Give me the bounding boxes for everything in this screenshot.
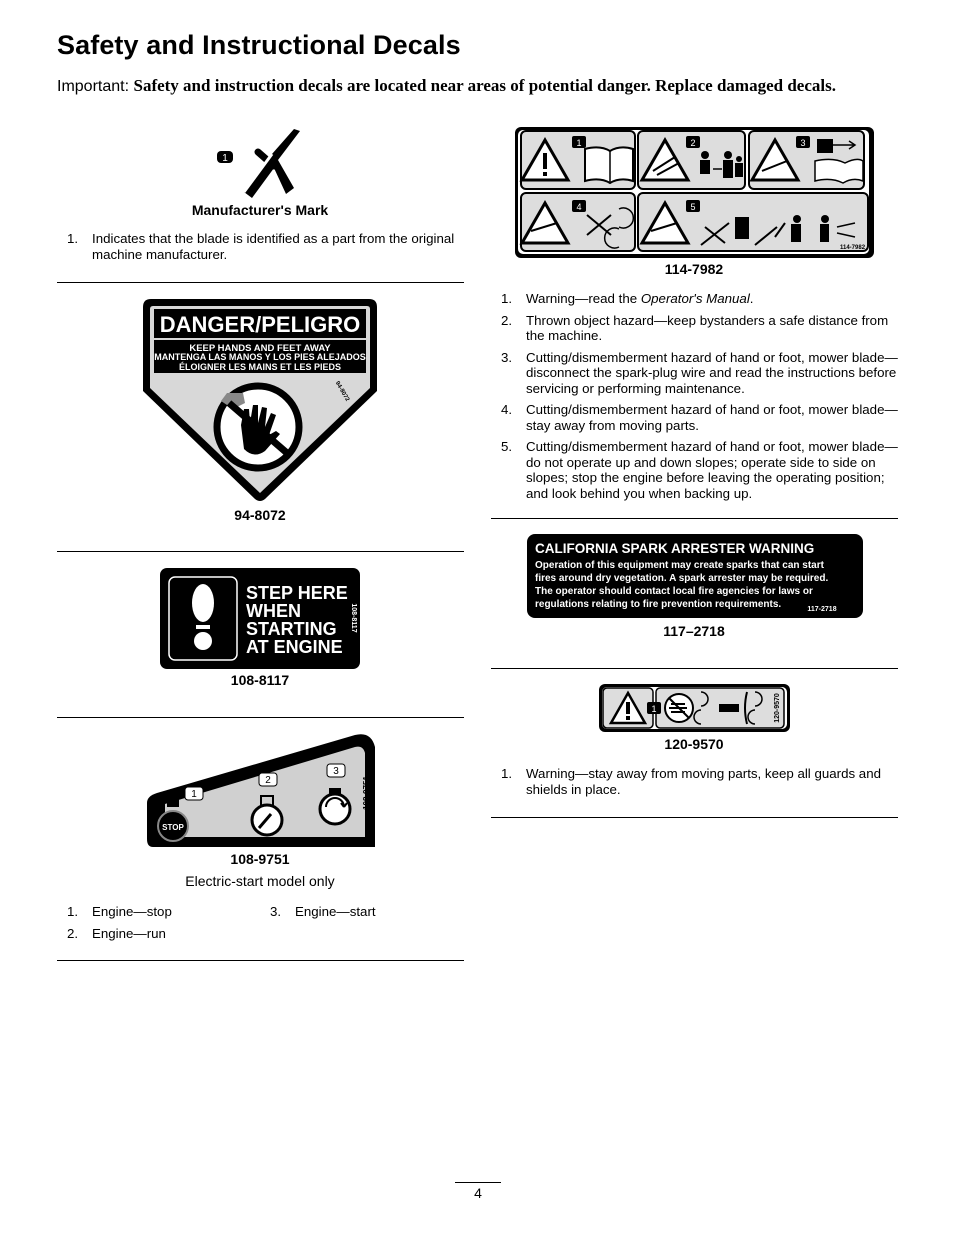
- decal-117-2718: [527, 534, 863, 618]
- list-item: 1. Warning—stay away from moving parts, keep all guards and shields in place.: [501, 766, 881, 797]
- decal-120-9570-caption: 120-9570: [664, 736, 724, 752]
- list-item: 2. Engine—run: [67, 925, 166, 941]
- stop-label: STOP: [162, 823, 184, 832]
- danger-line-en: KEEP HANDS AND FEET AWAY: [189, 343, 331, 354]
- part-number: 108-9751: [362, 776, 371, 810]
- part-number: 94-8072: [333, 380, 350, 403]
- list-item: 1. Engine—stop: [67, 904, 172, 919]
- decal-114-7982-caption: 114-7982: [664, 261, 724, 277]
- manufacturer-mark-items: [57, 231, 457, 268]
- decal-108-9751: [145, 733, 377, 848]
- no-hands-guard-icon: [665, 694, 693, 722]
- decal-108-8117: [160, 568, 360, 669]
- decal-108-9751-caption: 108-9751: [230, 851, 290, 867]
- svg-text:5: 5: [690, 202, 696, 212]
- list-item: 4. Cutting/dismemberment hazard of hand or foot, mower blade—stay away from moving parts.: [501, 402, 898, 433]
- svg-text:2: 2: [690, 138, 696, 148]
- step-line-1: STEP HERE: [246, 583, 348, 603]
- callout-badge-3: [327, 764, 345, 777]
- part-number: 114-7982: [840, 245, 866, 251]
- svg-text:1: 1: [651, 704, 657, 714]
- step-line-3: STARTING: [246, 619, 337, 639]
- important-text: Safety and instruction decals are located near areas of potential danger. Replace damaged decals.: [133, 76, 836, 95]
- decal-120-9570: [599, 684, 790, 732]
- callout-badge-1: [647, 702, 661, 714]
- callout-badge-1: [217, 151, 233, 164]
- danger-line-fr: ÉLOIGNER LES MAINS ET LES PIEDS: [178, 362, 342, 372]
- step-line-2: WHEN: [246, 601, 301, 621]
- part-number: 120-9570: [774, 693, 781, 723]
- divider: [57, 551, 464, 552]
- page-title: Safety and Instructional Decals: [57, 30, 461, 60]
- svg-text:2: 2: [265, 775, 271, 786]
- svg-text:1: 1: [191, 789, 197, 800]
- important-note: [57, 76, 897, 97]
- decal-117-2718-caption: 117–2718: [663, 623, 725, 639]
- callout-badge-2: [686, 136, 700, 148]
- decal-114-7982: [515, 127, 874, 258]
- danger-header: DANGER/PELIGRO: [159, 312, 361, 337]
- decal-114-7982-items: [491, 291, 898, 507]
- divider: [57, 717, 464, 718]
- hand-hazard-icon: [217, 386, 299, 468]
- list-item: 1. Warning—read the Operator's Manual.: [501, 291, 754, 306]
- decal-94-8072: [141, 297, 379, 503]
- spark-header: CALIFORNIA SPARK ARRESTER WARNING: [535, 541, 815, 556]
- callout-badge-5: [686, 200, 700, 212]
- decal-108-9751-items-right: [260, 904, 460, 926]
- spark-line-2: fires around dry vegetation. A spark arrester may be required.: [535, 573, 829, 584]
- divider: [491, 668, 898, 669]
- divider: [57, 282, 464, 283]
- list-item: 5. Cutting/dismemberment hazard of hand or foot, mower blade—do not operate up and down slopes; operate side to side on slopes; stop the engine before leaving the operating position; and look behind you when backing up.: [501, 439, 898, 501]
- svg-text:3: 3: [333, 766, 339, 777]
- svg-text:4: 4: [576, 202, 582, 212]
- divider: [57, 960, 464, 961]
- important-label: Important:: [57, 78, 130, 95]
- list-item: 1. Indicates that the blade is identified as a part from the original machine manufacturer.: [67, 231, 455, 262]
- callout-badge-4: [572, 200, 586, 212]
- manufacturer-mark-caption: Manufacturer's Mark: [191, 202, 329, 218]
- danger-line-es: MANTENGA LAS MANOS Y LOS PIES ALEJADOS: [154, 352, 366, 362]
- spark-line-1: Operation of this equipment may create sparks that can start: [535, 560, 824, 571]
- page-number: 4: [474, 1185, 482, 1201]
- callout-badge-1: [572, 136, 586, 148]
- manufacturer-mark-decal: [214, 124, 304, 199]
- spark-line-4: regulations relating to fire prevention requirements.: [535, 599, 782, 610]
- badge-number: 1: [222, 153, 228, 164]
- list-item: 3. Cutting/dismemberment hazard of hand or foot, mower blade—disconnect the spark-plug wire and read the instructions before servicing or performing maintenance.: [501, 349, 898, 396]
- svg-text:3: 3: [800, 138, 806, 148]
- divider: [491, 518, 898, 519]
- callout-badge-2: [259, 773, 277, 786]
- decal-108-8117-caption: 108-8117: [230, 672, 290, 688]
- manual-book-icon: [585, 147, 633, 183]
- svg-text:1: 1: [576, 138, 582, 148]
- list-item: 2. Thrown object hazard—keep bystanders a safe distance from the machine.: [501, 312, 889, 343]
- part-number: 108-8117: [350, 603, 357, 633]
- callout-badge-3: [796, 136, 810, 148]
- decal-108-9751-subcaption: Electric-start model only: [185, 873, 335, 889]
- decal-108-9751-items-left: [57, 904, 257, 947]
- decal-94-8072-caption: 94-8072: [234, 507, 286, 523]
- decal-120-9570-items: [491, 766, 898, 803]
- page-number-rule: [455, 1182, 501, 1183]
- callout-badge-1: [185, 787, 203, 800]
- step-line-4: AT ENGINE: [246, 637, 343, 657]
- divider: [491, 817, 898, 818]
- part-number: 117-2718: [807, 606, 837, 613]
- spark-line-3: The operator should contact local fire agencies for laws or: [535, 586, 813, 597]
- list-item: 3. Engine—start: [270, 904, 376, 919]
